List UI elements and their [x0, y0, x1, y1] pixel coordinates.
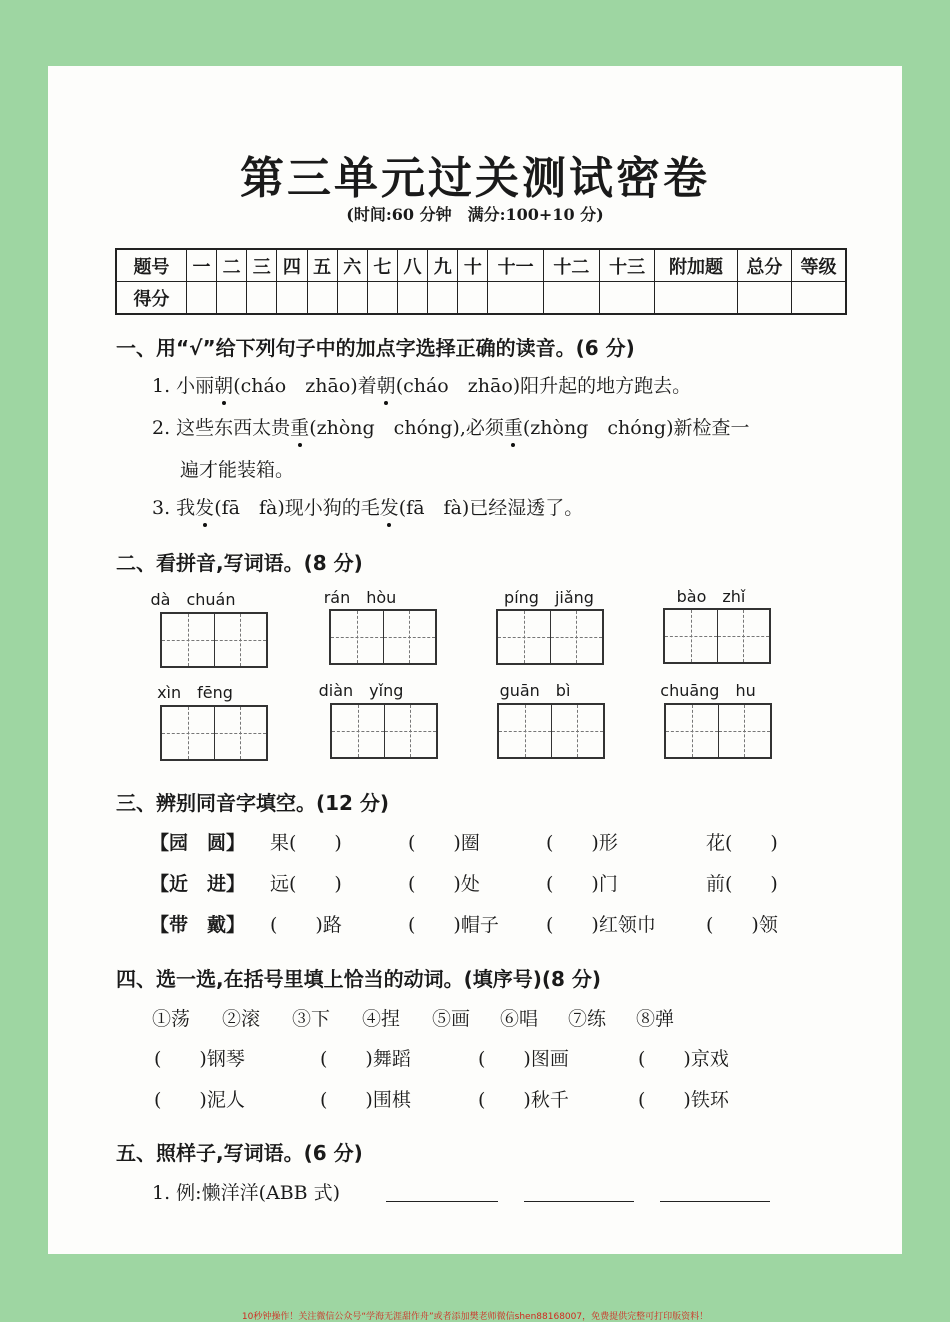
writing-grid[interactable]: [329, 609, 437, 665]
verb-option: ⑦练: [568, 1008, 607, 1030]
section-5-heading: 五、照样子,写词语。(6 分): [116, 1141, 363, 1165]
score-table: [115, 248, 847, 315]
homophone-pair: 【近 进】: [150, 873, 246, 895]
fill-blank[interactable]: ( )领: [706, 914, 778, 936]
score-cell[interactable]: [277, 282, 307, 315]
verb-option: ④捏: [362, 1008, 401, 1030]
header-cell: 十二: [543, 249, 599, 282]
header-cell: 总分: [737, 249, 791, 282]
writing-grid[interactable]: [663, 608, 771, 664]
score-table-header-row: [116, 249, 846, 282]
pinyin-label: rán hòu: [323, 588, 397, 607]
pinyin-label: diàn yǐng: [318, 681, 404, 700]
section-1-heading: 一、用“√”给下列句子中的加点字选择正确的读音。(6 分): [116, 336, 635, 360]
exam-subtitle: (时间:60 分钟 满分:100+10 分): [346, 205, 604, 224]
q1-text-b[interactable]: (cháo zhāo)着: [233, 375, 377, 397]
fill-blank[interactable]: ( )形: [546, 832, 618, 854]
fill-blank[interactable]: ( )铁环: [638, 1089, 729, 1111]
s1-question-2: [152, 413, 750, 440]
header-cell: 九: [428, 249, 458, 282]
dotted-char: 发: [380, 493, 399, 520]
fill-blank[interactable]: 果( ): [270, 832, 342, 854]
verb-option: ⑤画: [432, 1008, 471, 1030]
score-cell[interactable]: [337, 282, 367, 315]
q3-text-c[interactable]: (fā fà)已经湿透了。: [398, 497, 584, 519]
writing-grid[interactable]: [497, 703, 605, 759]
fill-blank[interactable]: ( )路: [270, 914, 342, 936]
fill-blank[interactable]: ( )钢琴: [154, 1048, 245, 1070]
s1-question-2-continued: 遍才能装箱。: [180, 459, 295, 481]
header-cell: 题号: [116, 249, 186, 282]
q2-text-b[interactable]: (zhòng chóng),必须: [309, 417, 504, 439]
header-cell: 二: [217, 249, 247, 282]
s1-question-3: [152, 493, 583, 520]
exam-paper: [48, 66, 902, 1254]
dotted-char: 朝: [377, 371, 396, 398]
promo-footer: 10秒钟操作！关注微信公众号“学海无涯甜作舟”或者添加樊老师微信shen88168007，免费提供完整可打印版资料！: [241, 1312, 709, 1322]
verb-option: ⑧弹: [636, 1008, 675, 1030]
section-3-heading: 三、辨别同音字填空。(12 分): [116, 791, 390, 815]
score-cell[interactable]: [655, 282, 737, 315]
header-cell: 七: [367, 249, 397, 282]
fill-blank[interactable]: 花( ): [706, 832, 778, 854]
s5-question-1: 1. 例:懒洋洋(ABB 式): [152, 1182, 341, 1204]
dotted-char: 重: [290, 413, 309, 440]
q1-text-c[interactable]: (cháo zhāo)阳升起的地方跑去。: [395, 375, 692, 397]
q2-text-a: 2. 这些东西太贵: [152, 417, 291, 439]
header-cell: 八: [397, 249, 427, 282]
verb-option: ⑥唱: [500, 1008, 539, 1030]
score-cell[interactable]: [543, 282, 599, 315]
fill-blank[interactable]: 远( ): [270, 873, 342, 895]
fill-blank[interactable]: ( )红领巾: [546, 914, 656, 936]
q3-text-b[interactable]: (fā fà)现小狗的毛: [214, 497, 380, 519]
dotted-char: 朝: [214, 371, 233, 398]
score-cell[interactable]: [186, 282, 216, 315]
score-cell[interactable]: [428, 282, 458, 315]
verb-option: ①荡: [152, 1008, 191, 1030]
verb-option: ③下: [292, 1008, 331, 1030]
fill-blank[interactable]: ( )门: [546, 873, 618, 895]
fill-blank[interactable]: ( )处: [408, 873, 480, 895]
dotted-char: 发: [195, 493, 214, 520]
score-cell[interactable]: [247, 282, 277, 315]
pinyin-label: xìn fēng: [157, 683, 233, 702]
pinyin-label: dà chuán: [150, 590, 236, 609]
q1-text-a: 1. 小丽: [152, 375, 215, 397]
section-2-heading: 二、看拼音,写词语。(8 分): [116, 551, 363, 575]
score-table-score-row: [116, 282, 846, 315]
fill-blank[interactable]: ( )围棋: [320, 1089, 411, 1111]
score-cell[interactable]: [737, 282, 791, 315]
fill-blank[interactable]: ( )圈: [408, 832, 480, 854]
score-cell[interactable]: [217, 282, 247, 315]
fill-blank[interactable]: ( )舞蹈: [320, 1048, 411, 1070]
q3-text-a: 3. 我: [152, 497, 196, 519]
verb-option: ②滚: [222, 1008, 261, 1030]
answer-line[interactable]: [524, 1200, 634, 1202]
homophone-pair: 【园 圆】: [150, 832, 246, 854]
header-cell: 十: [458, 249, 488, 282]
score-cell[interactable]: [458, 282, 488, 315]
header-cell: 五: [307, 249, 337, 282]
answer-line[interactable]: [660, 1200, 770, 1202]
pinyin-label: bào zhǐ: [676, 587, 746, 606]
fill-blank[interactable]: ( )京戏: [638, 1048, 729, 1070]
pinyin-label: chuāng hu: [660, 681, 756, 700]
pinyin-label: píng jiǎng: [504, 588, 594, 607]
header-cell: 附加题: [655, 249, 737, 282]
score-cell[interactable]: [397, 282, 427, 315]
score-cell[interactable]: [307, 282, 337, 315]
writing-grid[interactable]: [330, 703, 438, 759]
score-cell[interactable]: [367, 282, 397, 315]
score-cell[interactable]: [600, 282, 655, 315]
header-cell: 等级: [792, 249, 846, 282]
fill-blank[interactable]: ( )帽子: [408, 914, 499, 936]
fill-blank[interactable]: ( )泥人: [154, 1089, 245, 1111]
page-title: 第三单元过关测试密卷: [240, 153, 710, 204]
header-cell: 三: [247, 249, 277, 282]
q2-text-c[interactable]: (zhòng chóng)新检查一: [522, 417, 750, 439]
header-cell: 十三: [600, 249, 655, 282]
score-cell[interactable]: [488, 282, 543, 315]
header-cell: 四: [277, 249, 307, 282]
header-cell: 十一: [488, 249, 543, 282]
writing-grid[interactable]: [496, 609, 604, 665]
header-cell: 六: [337, 249, 367, 282]
fill-blank[interactable]: 前( ): [706, 873, 778, 895]
section-4-heading: 四、选一选,在括号里填上恰当的动词。(填序号)(8 分): [116, 967, 602, 991]
score-cell[interactable]: [792, 282, 846, 315]
homophone-pair: 【带 戴】: [150, 914, 246, 936]
writing-grid[interactable]: [160, 705, 268, 761]
score-row-label: 得分: [116, 282, 186, 315]
s1-question-1: [152, 371, 691, 398]
pinyin-label: guān bì: [499, 681, 571, 700]
answer-line[interactable]: [386, 1200, 498, 1202]
header-cell: 一: [186, 249, 216, 282]
writing-grid[interactable]: [664, 703, 772, 759]
writing-grid[interactable]: [160, 612, 268, 668]
dotted-char: 重: [504, 413, 523, 440]
fill-blank[interactable]: ( )图画: [478, 1048, 569, 1070]
fill-blank[interactable]: ( )秋千: [478, 1089, 569, 1111]
